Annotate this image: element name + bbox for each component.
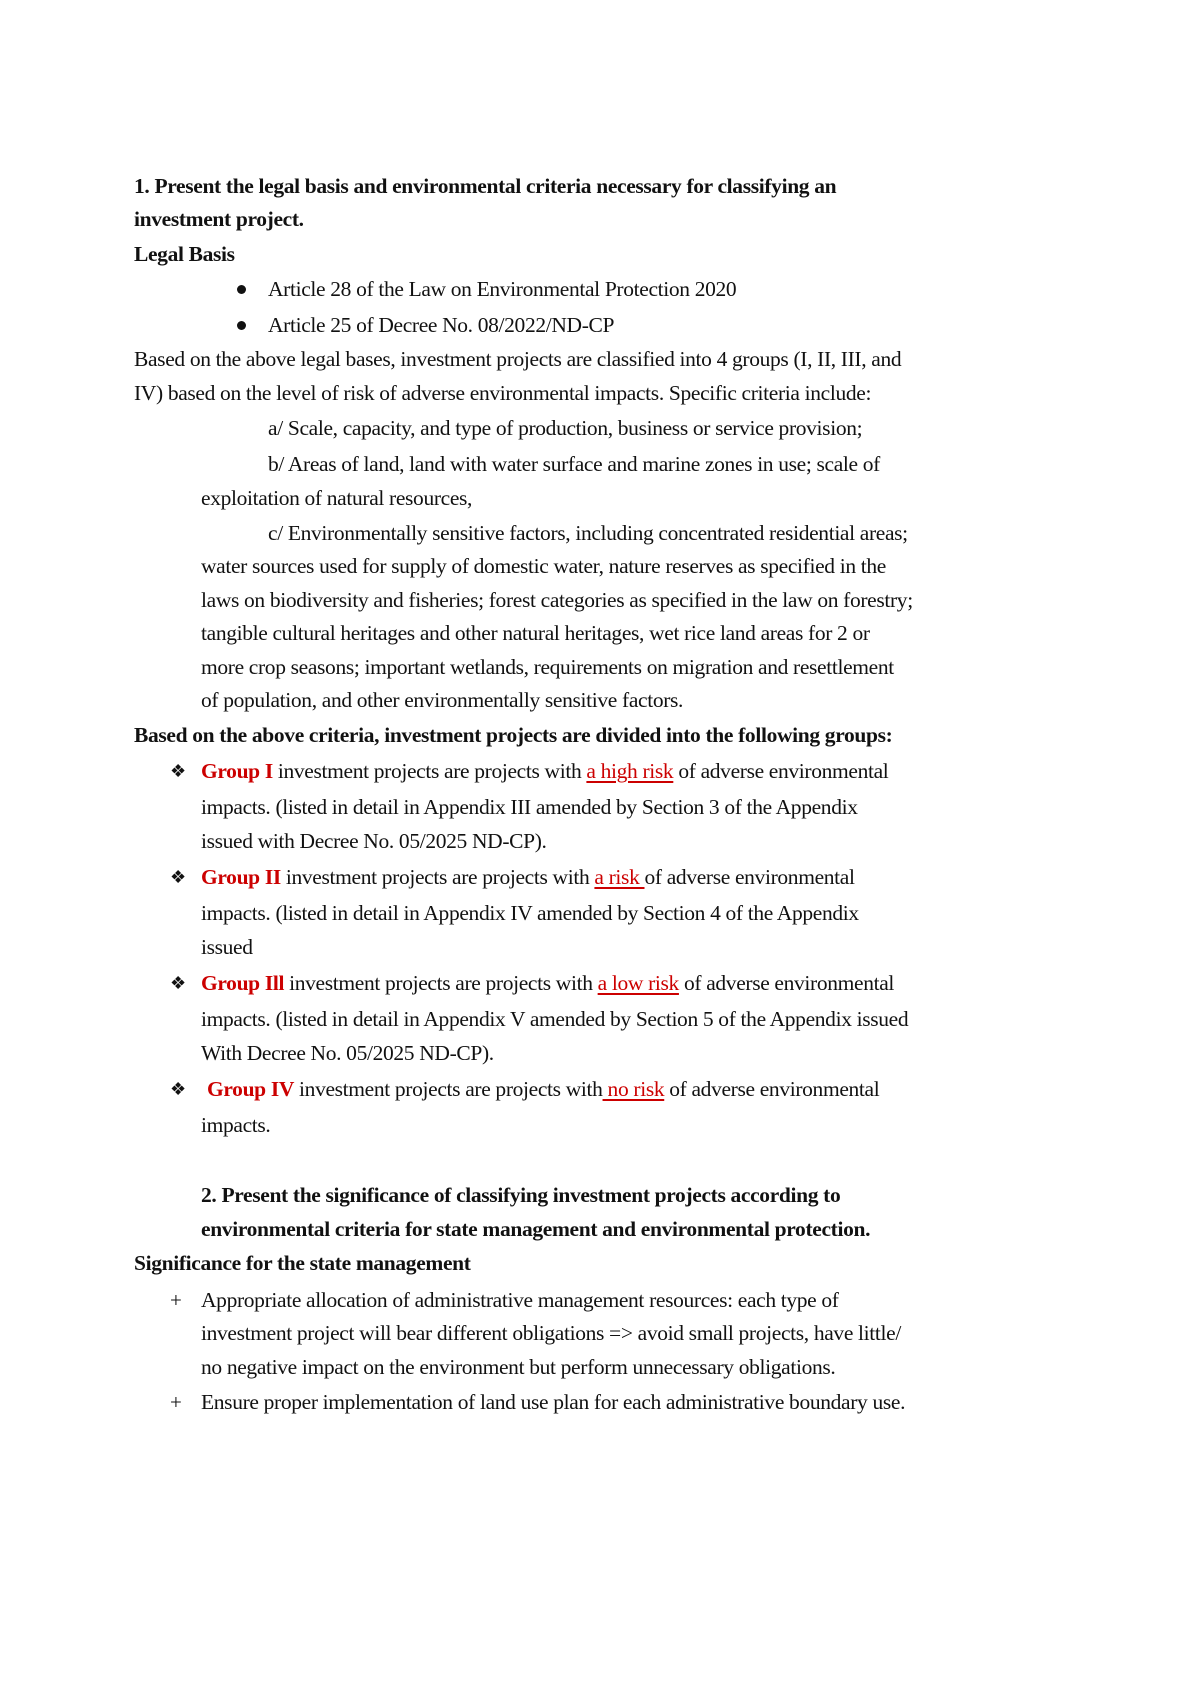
bullet-dot-icon: [237, 285, 246, 294]
question2-title-line1: 2. Present the significance of classifying investment projects according to: [201, 1183, 841, 1207]
criterion-c-line2: water sources used for supply of domestic water, nature reserves as specified in the: [201, 554, 886, 578]
risk-level: no risk: [602, 1077, 665, 1101]
group-name: Group Ill: [201, 971, 285, 995]
classification-intro-line2: IV) based on the level of risk of adverse environmental impacts. Specific criteria include:: [134, 381, 872, 405]
question2-title-line2: environmental criteria for state management and environmental protection.: [201, 1217, 871, 1241]
bullet-dot-icon: [237, 321, 246, 330]
group-name: Group IV: [207, 1077, 295, 1101]
diamond-bullet-icon: ❖: [170, 867, 187, 887]
legal-basis-item: Article 25 of Decree No. 08/2022/ND-CP: [268, 313, 615, 337]
classification-intro-line1: Based on the above legal bases, investment projects are classified into 4 groups (I, II, III, and: [134, 347, 902, 371]
plus-bullet-icon: +: [170, 1288, 182, 1312]
criterion-b-line1: b/ Areas of land, land with water surface and marine zones in use; scale of: [268, 452, 880, 476]
group-1-item: Group I investment projects are projects with a high risk of adverse environmental: [201, 759, 889, 783]
group-3-item: Group Ill investment projects are projects with a low risk of adverse environmental: [201, 971, 895, 995]
criterion-c-line3: laws on biodiversity and fisheries; forest categories as specified in the law on forestry;: [201, 588, 913, 612]
legal-basis-heading: Legal Basis: [134, 242, 235, 266]
diamond-bullet-icon: ❖: [170, 1079, 187, 1099]
criterion-b-line2: exploitation of natural resources,: [201, 486, 473, 510]
significance-item-1-line1: Appropriate allocation of administrative management resources: each type of: [201, 1288, 839, 1312]
question1-title-line1: 1. Present the legal basis and environmental criteria necessary for classifying an: [134, 174, 837, 198]
criterion-a: a/ Scale, capacity, and type of production, business or service provision;: [268, 416, 863, 440]
group-1-line3: issued with Decree No. 05/2025 ND-CP).: [201, 829, 547, 853]
criterion-c-line4: tangible cultural heritages and other natural heritages, wet rice land areas for 2 or: [201, 621, 870, 645]
group-2-line2: impacts. (listed in detail in Appendix IV amended by Section 4 of the Appendix: [201, 901, 859, 925]
group-3-line2: impacts. (listed in detail in Appendix V amended by Section 5 of the Appendix issued: [201, 1007, 909, 1031]
risk-level: a low risk: [597, 971, 679, 995]
diamond-bullet-icon: ❖: [170, 761, 187, 781]
criterion-c-line1: c/ Environmentally sensitive factors, including concentrated residential areas;: [268, 521, 908, 545]
risk-level: a high risk: [586, 759, 674, 783]
groups-heading: Based on the above criteria, investment projects are divided into the following groups:: [134, 723, 893, 747]
group-3-line3: With Decree No. 05/2025 ND-CP).: [201, 1041, 494, 1065]
legal-basis-item: Article 28 of the Law on Environmental Protection 2020: [268, 277, 737, 301]
significance-heading: Significance for the state management: [134, 1251, 471, 1275]
risk-level: a risk: [594, 865, 645, 889]
diamond-bullet-icon: ❖: [170, 973, 187, 993]
group-2-item: Group II investment projects are projects with a risk of adverse environmental: [201, 865, 855, 889]
significance-item-1-line3: no negative impact on the environment but perform unnecessary obligations.: [201, 1355, 836, 1379]
group-4-line2: impacts.: [201, 1113, 271, 1137]
group-4-item: Group IV investment projects are projects with no risk of adverse environmental: [207, 1077, 880, 1101]
criterion-c-line5: more crop seasons; important wetlands, requirements on migration and resettlement: [201, 655, 894, 679]
plus-bullet-icon: +: [170, 1390, 182, 1414]
group-1-line2: impacts. (listed in detail in Appendix III amended by Section 3 of the Appendix: [201, 795, 858, 819]
group-2-line3: issued: [201, 935, 253, 959]
significance-item-2-line1: Ensure proper implementation of land use plan for each administrative boundary use.: [201, 1390, 906, 1414]
significance-item-1-line2: investment project will bear different obligations => avoid small projects, have little/: [201, 1321, 901, 1345]
group-name: Group II: [201, 865, 281, 889]
criterion-c-line6: of population, and other environmentally sensitive factors.: [201, 688, 684, 712]
question1-title-line2: investment project.: [134, 207, 304, 231]
group-name: Group I: [201, 759, 273, 783]
